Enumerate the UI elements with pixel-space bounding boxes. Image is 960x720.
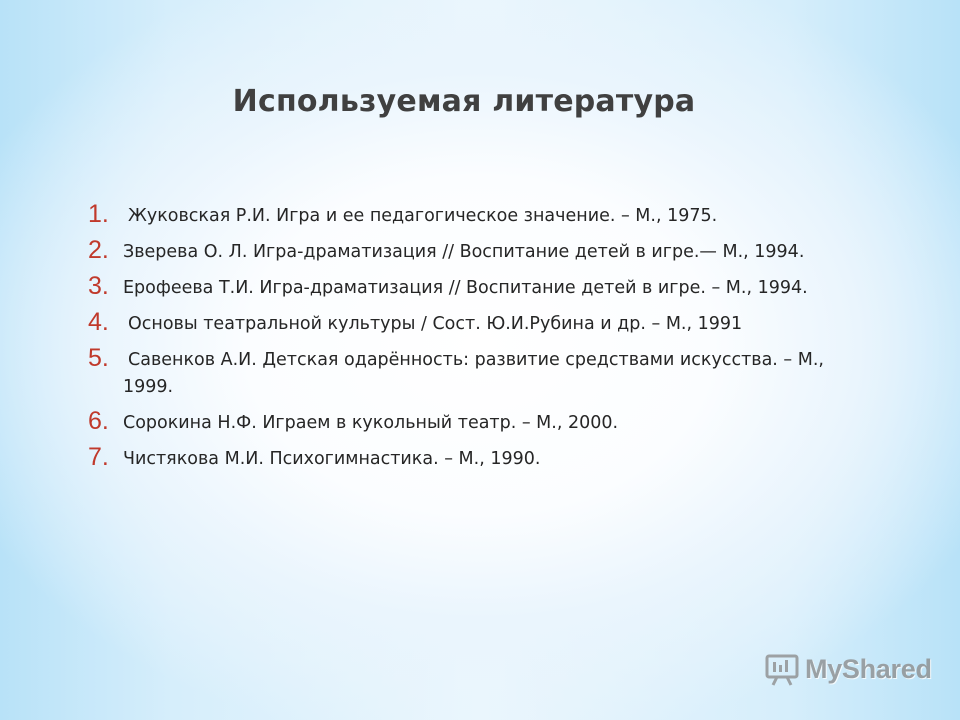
reference-number: 1.	[88, 200, 109, 228]
reference-text: Ерофеева Т.И. Игра-драматизация // Воспитание детей в игре. – М., 1994.	[123, 278, 808, 298]
slide-title: Используемая литература	[232, 84, 696, 119]
reference-list	[88, 200, 848, 482]
reference-text: Савенков А.И. Детская одарённость: развитие средствами искусства. – М., 1999.	[123, 350, 824, 397]
myshared-watermark[interactable]	[765, 652, 932, 686]
reference-number: 2.	[88, 236, 109, 264]
reference-item	[88, 272, 848, 302]
reference-number: 6.	[88, 407, 109, 435]
reference-text: Основы театральной культуры / Сост. Ю.И.Рубина и др. – М., 1991	[128, 314, 743, 334]
reference-item	[88, 407, 848, 437]
reference-item	[88, 344, 848, 401]
reference-number: 3.	[88, 272, 109, 300]
reference-text: Зверева О. Л. Игра-драматизация // Воспитание детей в игре.— М., 1994.	[123, 242, 805, 262]
reference-text: Сорокина Н.Ф. Играем в кукольный театр. – М., 2000.	[123, 413, 619, 433]
watermark-text: MyShared	[805, 653, 932, 684]
reference-item	[88, 236, 848, 266]
reference-text: Жуковская Р.И. Игра и ее педагогическое значение. – М., 1975.	[128, 206, 718, 226]
reference-item	[88, 443, 848, 473]
reference-number: 5.	[88, 344, 109, 372]
reference-item	[88, 308, 848, 338]
presentation-board-icon	[765, 652, 801, 686]
reference-number: 4.	[88, 308, 109, 336]
reference-text: Чистякова М.И. Психогимнастика. – М., 1990.	[123, 449, 541, 469]
reference-number: 7.	[88, 443, 109, 471]
reference-item	[88, 200, 848, 230]
